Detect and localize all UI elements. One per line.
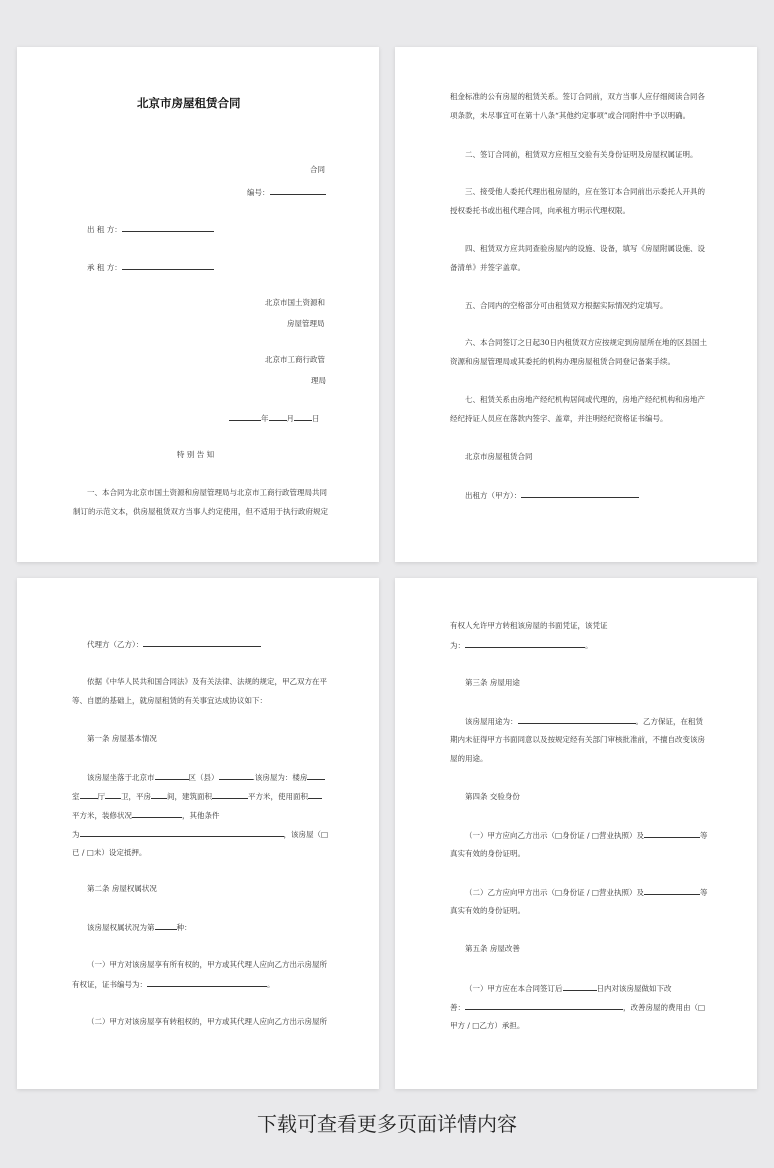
paragraph-line: 六、本合同签订之日起30日内租赁双方应按规定到房屋所在地的区县国土 (465, 338, 708, 347)
form-line: 为 ，该房屋（□ (72, 830, 329, 839)
paragraph-line: 授权委托书或出租代理合同，向承租方明示代理权限。 (450, 206, 630, 215)
form-line: （一）甲方应在本合同签订后 日内对该房屋做如下改 (465, 984, 672, 993)
article-heading: 第五条 房屋改善 (465, 944, 520, 953)
paragraph-line: 依据《中华人民共和国合同法》及有关法律、法规的规定，甲乙双方在平 (87, 677, 327, 686)
form-line: 该房屋权属状况为第 种： (87, 923, 192, 932)
form-line: 为： 。 (450, 641, 593, 650)
document-page-1 (17, 47, 379, 562)
paragraph-line: 期内未征得甲方书面同意以及按规定经有关部门审核批准前，不擅自改变该房 (450, 735, 705, 744)
paragraph-line: 有权人允许甲方转租该房屋的书面凭证，该凭证 (450, 621, 608, 630)
download-more-caption[interactable]: 下载可查看更多页面详情内容 (257, 1112, 517, 1136)
paragraph-line: 三、接受他人委托代理出租房屋的，应在签订本合同前出示委托人开具的 (465, 187, 705, 196)
paragraph-line: 等、自愿的基础上，就房屋租赁的有关事宜达成协议如下： (72, 696, 267, 705)
form-line: 已 / □未）设定抵押。 (72, 848, 147, 857)
paragraph-line: 甲方 / □乙方）承担。 (450, 1021, 525, 1030)
document-page-3 (17, 578, 379, 1089)
paragraph-line: 经纪持证人员应在落款内签字、盖章，并注明经纪资格证书编号。 (450, 414, 668, 423)
lessor-row: 出 租 方： (87, 223, 214, 235)
agent-party-row: 代理方（乙方）： (87, 638, 261, 650)
paragraph-line: 屋的用途。 (450, 754, 488, 763)
paragraph-line: （二）甲方对该房屋享有转租权的，甲方或其代理人应向乙方出示房屋所 (87, 1017, 327, 1026)
date-row: 年 月 日 (229, 412, 320, 424)
form-line: 善： ，改善房屋的费用由（□ (450, 1003, 706, 1012)
paragraph-line: 七、租赁关系由房地产经纪机构居间或代理的，房地产经纪机构和房地产 (465, 395, 705, 404)
form-line: （一）甲方应向乙方出示（□身份证 / □营业执照）及 等 (465, 831, 708, 840)
paragraph-line: 真实有效的身份证明。 (450, 906, 525, 915)
paragraph-line: 五、合同内的空格部分可由租赁双方根据实际情况约定填写。 (465, 301, 668, 310)
form-line: 该房屋坐落于北京市 区（县） .该房屋为：楼房 (87, 771, 325, 783)
issuer-1-line-1: 北京市国土资源和 (265, 298, 325, 307)
notice-heading: 特 别 告 知 (177, 450, 215, 459)
contract-number-row: 编号： (247, 186, 326, 198)
article-heading: 第三条 房屋用途 (465, 678, 520, 687)
paragraph-line: 项条款，未尽事宜可在第十八条“其他约定事项”或合同附件中予以明确。 (450, 111, 691, 120)
paragraph-line: （一）甲方对该房屋享有所有权的，甲方或其代理人应向乙方出示房屋所 (87, 960, 327, 969)
form-line: （二）乙方应向甲方出示（□身份证 / □营业执照）及 等 (465, 888, 708, 897)
form-line: 平方米，装修状况 ，其他条件 (72, 811, 220, 820)
section-heading: 北京市房屋租赁合同 (465, 452, 533, 461)
paragraph-line: 备清单》并签字盖章。 (450, 263, 525, 272)
form-line: 有权证，证书编号为： 。 (72, 980, 275, 989)
page-title: 北京市房屋租赁合同 (137, 96, 241, 110)
document-page-4 (395, 578, 757, 1089)
paragraph-line: 资源和房屋管理局或其委托的机构办理房屋租赁合同登记备案手续。 (450, 357, 675, 366)
issuer-1-line-2: 房屋管理局 (287, 319, 325, 328)
paragraph-line: 租金标准的公有房屋的租赁关系。签订合同前，双方当事人应仔细阅读合同各 (450, 92, 705, 101)
contract-label: 合同 (310, 165, 325, 174)
form-line: 室 厅 卫，平房 间，建筑面积 平方米，使用面积 (72, 790, 322, 802)
document-page-2 (395, 47, 757, 562)
paragraph-line: 二、签订合同前，租赁双方应相互交验有关身份证明及房屋权属证明。 (465, 150, 698, 159)
article-heading: 第一条 房屋基本情况 (87, 734, 157, 743)
issuer-2-line-1: 北京市工商行政管 (265, 355, 325, 364)
lessor-party-row: 出租方（甲方）： (465, 489, 639, 501)
lessee-row: 承 租 方： (87, 261, 214, 273)
form-line: 该房屋用途为： 。乙方保证，在租赁 (465, 717, 703, 726)
issuer-2-line-2: 理局 (311, 376, 326, 385)
paragraph-line: 真实有效的身份证明。 (450, 849, 525, 858)
paragraph-line: 制订的示范文本，供房屋租赁双方当事人约定使用，但不适用于执行政府规定 (73, 507, 328, 516)
article-heading: 第二条 房屋权属状况 (87, 884, 157, 893)
paragraph-line: 一、本合同为北京市国土资源和房屋管理局与北京市工商行政管理局共同 (87, 488, 327, 497)
paragraph-line: 四、租赁双方应共同查验房屋内的设施、设备，填写《房屋附属设施、设 (465, 244, 705, 253)
article-heading: 第四条 交验身份 (465, 792, 520, 801)
